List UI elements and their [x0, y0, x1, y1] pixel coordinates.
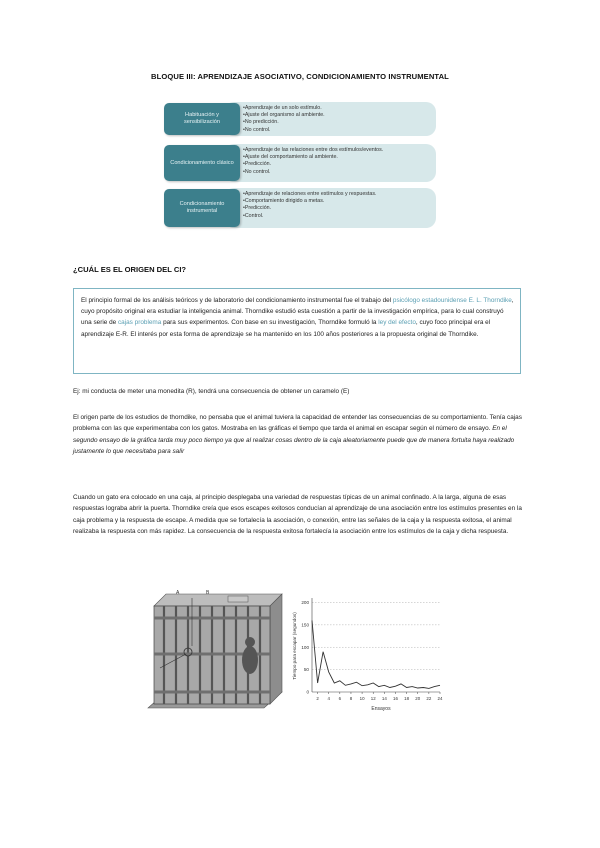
chart-x-tick-label: 8 — [349, 696, 353, 701]
chart-ylabel: Tiempo para escapar (segundos) — [292, 612, 297, 680]
chart-x-tick-label: 14 — [381, 696, 387, 701]
callout-highlight: psicólogo estadounidense E. L. Thorndike — [392, 297, 512, 304]
chart-x-tick-label: 20 — [415, 696, 421, 701]
chart-y-tick-label: 100 — [301, 644, 309, 650]
example-line: Ej: mi conducta de meter una monedita (R), tendrá una consecuencia de obtener un caramelo (E) — [73, 388, 350, 395]
chart-x-tick-label: 18 — [404, 696, 410, 701]
row-item: • Comportamiento dirigido a metas. — [243, 198, 432, 205]
row-items — [243, 147, 432, 176]
chart-x-tick-label: 12 — [370, 696, 376, 701]
callout-text: El principio formal de los análisis teóricos y de laboratorio del condicionamiento instrumental fue el trabajo del — [81, 297, 393, 304]
chart-x-tick-label: 4 — [327, 696, 330, 701]
row-item: • Aprendizaje de relaciones entre estímulos y respuestas. — [243, 191, 432, 198]
chart-x-tick-label: 24 — [437, 696, 443, 701]
chart-axes — [301, 598, 443, 701]
row-item: • Aprendizaje de las relaciones entre dos estímulos/eventos. — [243, 147, 432, 154]
callout-text: para sus experimentos. Con base en su investigación, Thorndike formuló la — [161, 319, 379, 327]
callout-text: , cuyo foco principal era el aprendizaje E-R. El interés por esta forma de aprendizaje se ha mantenido en los 100 años posteriores a la propuesta original de Thorndike. — [81, 319, 491, 338]
chart-x-tick-label: 22 — [426, 696, 432, 701]
page-title: BLOQUE III: APRENDIZAJE ASOCIATIVO, CONDICIONAMIENTO INSTRUMENTAL — [151, 72, 449, 81]
chart-series — [312, 620, 440, 688]
chart-x-tick-label: 10 — [359, 696, 365, 701]
row-item: • No predicción. — [243, 119, 432, 126]
paragraph-origin — [73, 412, 523, 458]
row-label: Condicionamiento instrumental — [164, 189, 240, 227]
callout-highlight: cajas problema — [117, 319, 162, 327]
row-item: • Predicción. — [243, 161, 432, 168]
row-items — [243, 105, 432, 134]
definition-callout — [73, 288, 521, 374]
escape-time-chart — [288, 588, 448, 716]
callout-highlight: ley del efecto — [378, 319, 416, 327]
chart-x-tick-label: 2 — [316, 696, 319, 701]
chart-y-tick-label: 0 — [306, 689, 309, 695]
chart-y-tick-label: 200 — [301, 600, 309, 606]
diagram-row-instrumental — [164, 188, 436, 228]
row-item: • Aprendizaje de un solo estímulo. — [243, 105, 432, 112]
paragraph-italic: En el segundo ensayo de la gráfica tarda muy poco tiempo ya que al realizar cosas dentro de la caja aleatoriamente puede que de manera fortuita haya realizado justamente lo que necesitaba para salir — [73, 425, 515, 456]
row-item: • Ajuste del comportamiento al ambiente. — [243, 154, 432, 161]
box-label-b: B — [206, 590, 210, 596]
chart-xlabel: Ensayos — [371, 706, 391, 712]
row-label: Condicionamiento clásico — [164, 145, 240, 181]
row-items — [243, 191, 432, 220]
diagram-row-clasico — [164, 144, 436, 182]
paragraph-cat-box: Cuando un gato era colocado en una caja, al principio desplegaba una variedad de respuestas típicas de un animal confinado. A la larga, alguna de esas respuestas lograba abrir la puerta. Thorndike creía que esos escapes exitosos conducían al aprendizaje de una asociación entre los estímulos presentes en la caja problema y la respuesta de escape. A medida que se fortalecía la asociación, o conexión, entre las señales de la caja y la respuesta exitosa, el animal realizaba la respuesta con más rapidez. La consecuencia de la respuesta exitosa fortalecía la asociación entre los estímulos de la caja y dicha respuesta. — [73, 494, 522, 536]
chart-series-line — [312, 620, 440, 688]
row-item: • Ajuste del organismo al ambiente. — [243, 112, 432, 119]
puzzle-box-illustration — [146, 588, 286, 716]
row-item: • No control. — [243, 127, 432, 134]
section-heading: ¿CUÁL ES EL ORIGEN DEL CI? — [73, 265, 187, 274]
row-item: • Predicción. — [243, 205, 432, 212]
callout-text: , cuyo propósito original era estudiar la inteligencia animal. Thorndike estudió esta cuestión a partir de la investigación empírica, para lo cual construyó una serie de — [81, 297, 514, 327]
chart-x-tick-label: 16 — [393, 696, 398, 701]
row-item: • Control. — [243, 213, 432, 220]
diagram-row-habituacion — [164, 102, 436, 136]
row-item: • No control. — [243, 169, 432, 176]
chart-y-tick-label: 50 — [303, 667, 309, 673]
chart-x-tick-label: 6 — [338, 696, 342, 701]
box-label-a: A — [176, 590, 180, 596]
chart-y-tick-label: 150 — [301, 622, 309, 628]
paragraph-text: El origen parte de los estudios de thorndike, no pensaba que el animal tuviera la capacidad de entender las consecuencias de su comportamiento. Tenía cajas problema con las que experimentaba con los gatos. Mostraba en las gráficas el tiempo que tarda el animal en escapar según el número de ensayo. — [73, 414, 522, 433]
chart-grid — [312, 602, 440, 669]
row-label: Habituación y sensibilización — [164, 103, 240, 135]
